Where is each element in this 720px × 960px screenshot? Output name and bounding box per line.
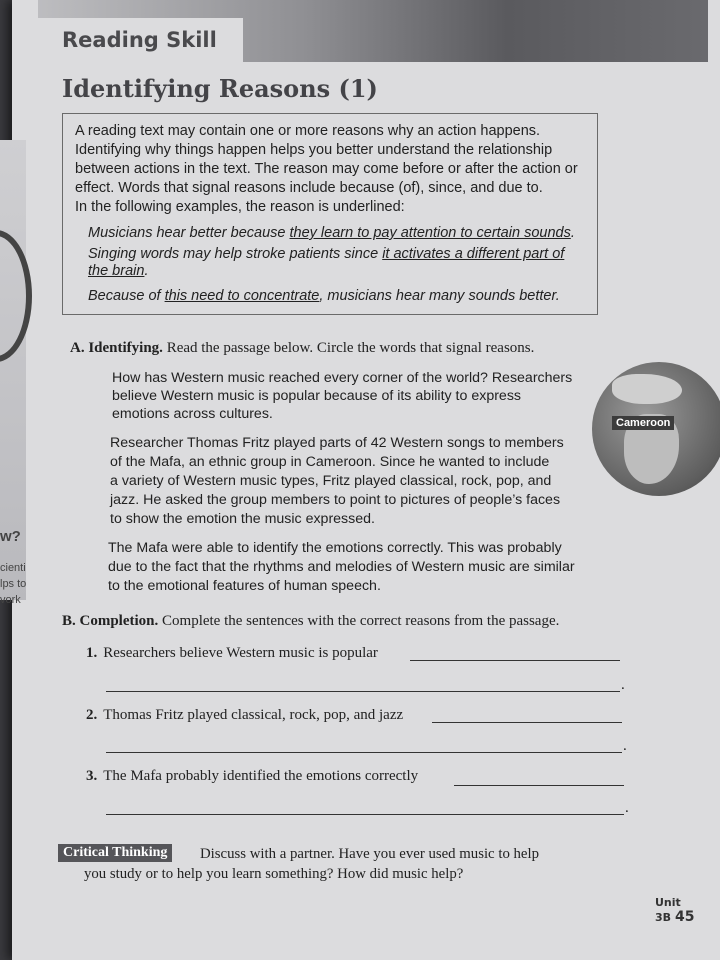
explanation-line: effect. Words that signal reasons include because (of), since, and due to. [75, 180, 543, 196]
passage-line: to show the emotion the music expressed. [110, 511, 375, 527]
map-label-cameroon: Cameroon [612, 416, 674, 430]
answer-blank[interactable] [106, 691, 620, 692]
answer-blank[interactable] [454, 785, 624, 786]
example-sentence-1: Musicians hear better because they learn to pay attention to certain sounds. [88, 225, 575, 241]
page-footer: Unit 3B 45 [655, 896, 695, 925]
section-b-heading: B. Completion. Complete the sentences with the correct reasons from the passage. [62, 613, 560, 629]
explanation-line: between actions in the text. The reason may come before or after the action or [75, 161, 578, 177]
example-sentence-2: Singing words may help stroke patients since it activates a different part of [88, 246, 565, 262]
passage-line: a variety of Western music types, Fritz played classical, rock, pop, and [110, 473, 552, 489]
example-sentence-2-cont: the brain. [88, 263, 149, 279]
answer-blank[interactable] [432, 722, 622, 723]
section-heading: Reading Skill [62, 28, 217, 52]
critical-thinking-badge: Critical Thinking [58, 844, 172, 862]
explanation-line: In the following examples, the reason is underlined: [75, 199, 405, 215]
passage-line: emotions across cultures. [112, 406, 273, 422]
globe-map-image [592, 362, 720, 496]
section-a-heading: A. Identifying. Read the passage below. Circle the words that signal reasons. [70, 340, 535, 356]
left-page-fragment: vork [0, 594, 21, 606]
completion-item-1: 1. Researchers believe Western music is popular [86, 645, 378, 661]
critical-thinking-text: you study or to help you learn something? How did music help? [84, 866, 464, 882]
explanation-line: Identifying why things happen helps you better understand the relationship [75, 142, 553, 158]
answer-blank[interactable] [106, 752, 622, 753]
left-page-fragment: w? [0, 528, 21, 545]
passage-line: due to the fact that the rhythms and melodies of Western music are similar [108, 559, 575, 575]
explanation-line: A reading text may contain one or more reasons why an action happens. [75, 123, 541, 139]
answer-blank[interactable] [410, 660, 620, 661]
page-title: Identifying Reasons (1) [62, 74, 378, 103]
example-sentence-3: Because of this need to concentrate, musicians hear many sounds better. [88, 288, 560, 304]
critical-thinking-text: Discuss with a partner. Have you ever used music to help [200, 846, 540, 862]
passage-line: The Mafa were able to identify the emotions correctly. This was probably [108, 540, 562, 556]
passage-line: to the emotional features of human speech. [108, 578, 381, 594]
passage-line: of the Mafa, an ethnic group in Cameroon. Since he wanted to include [110, 454, 550, 470]
left-page-fragment: cienti [0, 562, 26, 574]
left-page-fragment: lps to [0, 578, 27, 590]
completion-item-3: 3. The Mafa probably identified the emotions correctly [86, 768, 419, 784]
passage-line: Researcher Thomas Fritz played parts of 42 Western songs to members [110, 435, 564, 451]
completion-item-2: 2. Thomas Fritz played classical, rock, pop, and jazz [86, 707, 404, 723]
passage-line: believe Western music is popular because of its ability to express [112, 388, 522, 404]
passage-line: How has Western music reached every corner of the world? Researchers [112, 370, 573, 386]
passage-line: jazz. He asked the group members to point to pictures of people’s faces [110, 492, 561, 508]
answer-blank[interactable] [106, 814, 624, 815]
